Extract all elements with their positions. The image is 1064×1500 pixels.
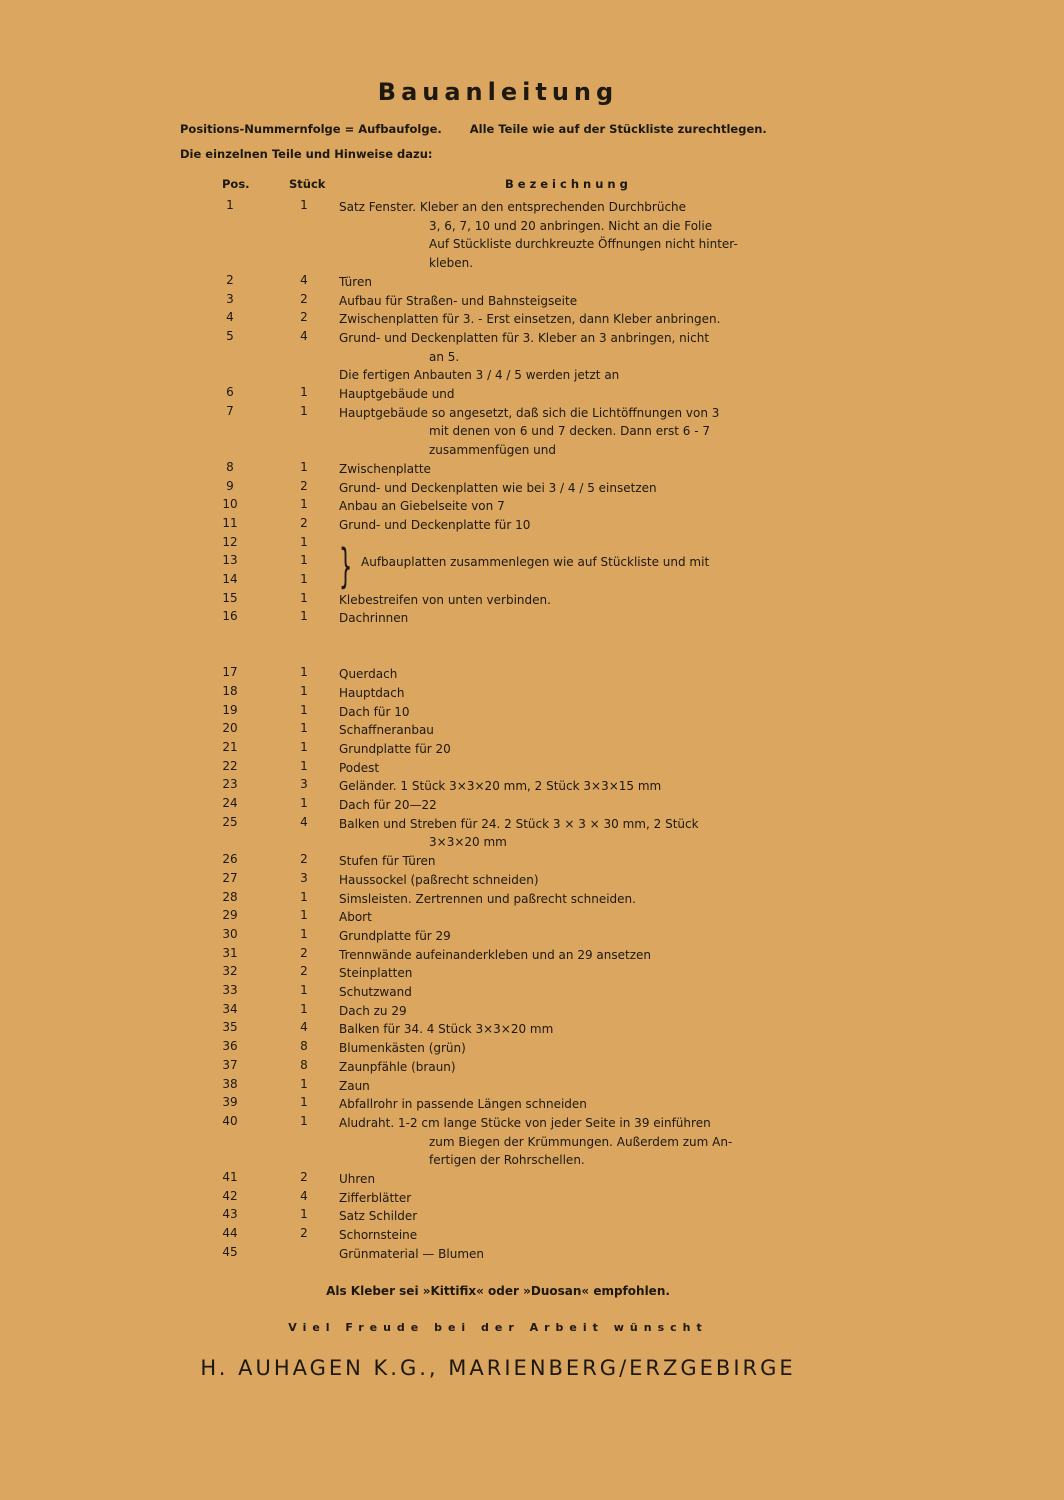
description-line: 3×3×20 mm	[429, 835, 507, 850]
row-quantity: 1	[300, 889, 308, 904]
row-pos: 14	[222, 572, 238, 586]
row-pos: 16	[222, 609, 238, 624]
row-pos: 3	[226, 291, 234, 306]
row-quantity: 1	[300, 459, 308, 474]
row-description	[339, 1189, 411, 1208]
row-description	[339, 815, 699, 852]
description-line: Stufen für Türen	[339, 854, 436, 869]
row-quantity: 1	[300, 609, 308, 624]
row-description	[339, 385, 455, 404]
row-pos: 44	[222, 1226, 238, 1241]
table-row	[0, 1095, 1064, 1114]
description-line: Zifferblätter	[339, 1190, 412, 1205]
description-line: Abfallrohr in passende Längen schneiden	[339, 1097, 587, 1112]
table-row	[0, 740, 1064, 759]
row-pos: 41	[222, 1170, 238, 1184]
row-quantity: 4	[300, 1188, 308, 1203]
description-line: 3, 6, 7, 10 und 20 anbringen. Nicht an die Folie	[429, 218, 713, 233]
row-pos: 34	[222, 1001, 238, 1016]
row-description	[339, 1077, 370, 1096]
table-row	[0, 329, 1064, 385]
table-row	[0, 721, 1064, 740]
row-description	[339, 777, 661, 796]
row-pos: 8	[226, 459, 234, 474]
description-line: Abort	[339, 910, 372, 925]
row-quantity: 2	[300, 852, 308, 867]
row-quantity: 2	[300, 478, 308, 493]
description-line: Türen	[339, 274, 372, 289]
description-line: Dach zu 29	[339, 1003, 407, 1018]
row-description	[339, 796, 437, 815]
row-description	[339, 329, 709, 385]
table-row	[0, 759, 1064, 778]
description-line: zum Biegen der Krümmungen. Außerdem zum An-	[429, 1134, 733, 1149]
row-quantity: 1	[300, 1095, 308, 1110]
description-line: Podest	[339, 760, 380, 775]
table-row	[0, 908, 1064, 927]
row-quantity: 1	[300, 758, 308, 773]
row-quantity: 1	[300, 796, 308, 810]
description-line: Dach für 20—22	[339, 798, 437, 812]
row-pos: 22	[222, 758, 238, 773]
row-pos: 43	[222, 1207, 238, 1222]
description-line: Satz Fenster. Kleber an den entsprechenden Durchbrüche	[339, 200, 687, 214]
row-description	[339, 890, 636, 909]
description-line: Aludraht. 1-2 cm lange Stücke von jeder Seite in 39 einführen	[339, 1115, 711, 1130]
row-pos: 37	[222, 1057, 238, 1072]
table-row	[0, 497, 1064, 516]
row-description	[339, 1020, 553, 1039]
row-pos: 32	[222, 964, 238, 979]
row-quantity: 4	[300, 1020, 308, 1035]
table-row	[0, 815, 1064, 852]
description-line: kleben.	[429, 256, 474, 271]
row-description	[339, 404, 719, 460]
row-pos: 11	[222, 515, 238, 530]
description-line: Blumenkästen (grün)	[339, 1041, 466, 1056]
row-quantity: 2	[300, 1170, 308, 1184]
description-line: Dach für 10	[339, 704, 410, 719]
glue-recommendation: Als Kleber sei »Kittifix« oder »Duosan« empfohlen.	[326, 1284, 670, 1298]
description-line: Uhren	[339, 1172, 376, 1186]
row-quantity: 1	[300, 198, 308, 212]
column-header-stueck: Stück	[289, 177, 326, 191]
table-row	[0, 665, 1064, 684]
row-quantity: 8	[300, 1057, 308, 1072]
row-quantity: 1	[300, 534, 308, 549]
row-description	[339, 871, 539, 890]
row-description	[339, 983, 412, 1002]
row-pos: 42	[222, 1188, 238, 1203]
row-pos: 6	[226, 385, 234, 399]
description-line: Hauptgebäude so angesetzt, daß sich die Lichtöffnungen von 3	[339, 405, 720, 420]
row-description	[339, 684, 404, 703]
row-quantity: 1	[300, 403, 308, 418]
row-quantity: 1	[300, 983, 308, 997]
description-line: an 5.	[429, 349, 460, 364]
row-pos: 19	[222, 702, 238, 717]
table-row	[0, 983, 1064, 1002]
table-row	[0, 292, 1064, 311]
row-quantity: 1	[300, 497, 308, 512]
description-line: Aufbauplatten zusammenlegen wie auf Stückliste und mit	[361, 555, 710, 570]
table-row	[0, 684, 1064, 703]
intro-prepare-note: Alle Teile wie auf der Stückliste zurechtlegen.	[469, 122, 767, 136]
table-row	[0, 1226, 1064, 1245]
description-continuation: Die fertigen Anbauten 3 / 4 / 5 werden jetzt an	[339, 368, 620, 383]
row-pos: 18	[222, 683, 238, 698]
table-row	[0, 964, 1064, 983]
row-pos: 35	[222, 1020, 238, 1035]
row-quantity: 1	[300, 702, 308, 717]
description-line: Zwischenplatte	[339, 461, 431, 476]
description-line: Grünmaterial — Blumen	[339, 1246, 485, 1261]
brace-icon: }	[339, 539, 353, 594]
row-description	[339, 740, 451, 759]
row-quantity: 4	[300, 272, 308, 287]
row-pos: 33	[222, 983, 238, 997]
description-line: zusammenfügen und	[429, 443, 556, 458]
row-quantity: 1	[300, 1113, 308, 1128]
row-description	[339, 479, 657, 498]
table-row	[0, 1114, 1064, 1170]
row-pos: 2	[226, 272, 234, 287]
row-pos: 26	[222, 852, 238, 867]
table-row	[0, 852, 1064, 871]
table-row	[0, 1207, 1064, 1226]
description-line: Balken und Streben für 24. 2 Stück 3 × 3 × 30 mm, 2 Stück	[339, 816, 699, 831]
table-row	[0, 890, 1064, 909]
row-quantity: 1	[300, 739, 308, 754]
row-description	[339, 609, 408, 628]
row-pos: 39	[222, 1095, 238, 1110]
row-quantity: 2	[300, 945, 308, 960]
row-quantity: 4	[300, 328, 308, 343]
table-row	[0, 703, 1064, 722]
row-description	[339, 1170, 375, 1189]
row-description	[339, 292, 577, 311]
row-quantity: 1	[300, 1001, 308, 1016]
row-pos: 9	[226, 478, 234, 493]
description-line: Schutzwand	[339, 985, 412, 999]
table-row	[0, 1077, 1064, 1096]
row-quantity: 2	[300, 291, 308, 306]
table-row	[0, 1020, 1064, 1039]
row-pos: 38	[222, 1076, 238, 1091]
row-pos: 23	[222, 777, 238, 792]
intro-line-2: Die einzelnen Teile und Hinweise dazu:	[180, 147, 433, 161]
row-pos: 30	[222, 926, 238, 941]
description-line: Grund- und Deckenplatte für 10	[339, 517, 531, 532]
row-description	[339, 460, 431, 479]
row-description	[339, 310, 720, 329]
row-description	[339, 908, 372, 927]
row-description	[339, 1245, 484, 1264]
row-pos: 15	[222, 590, 238, 605]
row-quantity: 1	[300, 385, 308, 399]
row-quantity: 1	[300, 1076, 308, 1091]
description-line: Anbau an Giebelseite von 7	[339, 499, 505, 514]
row-description	[339, 946, 651, 965]
row-quantity: 1	[300, 553, 308, 568]
row-quantity: 2	[300, 964, 308, 979]
row-quantity: 1	[300, 572, 308, 586]
row-quantity: 1	[300, 926, 308, 941]
row-description	[339, 497, 505, 516]
column-header-pos: Pos.	[222, 177, 250, 191]
table-row	[0, 479, 1064, 498]
row-description	[339, 964, 412, 983]
row-quantity: 2	[300, 515, 308, 530]
row-pos: 17	[222, 665, 238, 680]
table-row	[0, 516, 1064, 535]
description-line: Trennwände aufeinanderkleben und an 29 ansetzen	[339, 947, 651, 962]
row-description	[361, 553, 709, 572]
table-row	[0, 310, 1064, 329]
table-row	[0, 609, 1064, 628]
row-quantity: 2	[300, 310, 308, 325]
table-row	[0, 385, 1064, 404]
row-description	[339, 852, 435, 871]
table-row	[0, 777, 1064, 796]
description-line: Grund- und Deckenplatten wie bei 3 / 4 / 5 einsetzen	[339, 480, 657, 495]
row-quantity: 1	[300, 665, 308, 680]
table-row	[0, 796, 1064, 815]
row-quantity: 2	[300, 1226, 308, 1241]
description-line: Zaun	[339, 1078, 370, 1093]
description-line: Grundplatte für 29	[339, 928, 451, 943]
row-pos: 31	[222, 945, 238, 960]
row-pos: 5	[226, 328, 234, 343]
row-pos: 10	[222, 497, 238, 512]
row-description	[339, 273, 372, 292]
row-description	[339, 1114, 732, 1170]
row-pos: 20	[222, 721, 238, 736]
row-pos: 45	[222, 1244, 238, 1259]
table-row	[0, 946, 1064, 965]
row-quantity: 3	[300, 777, 308, 792]
row-pos: 27	[222, 870, 238, 885]
table-row	[0, 927, 1064, 946]
table-row	[0, 273, 1064, 292]
description-line: Haussockel (paßrecht schneiden)	[339, 872, 539, 887]
page-title: Bauanleitung	[377, 78, 619, 106]
description-line: Balken für 34. 4 Stück 3×3×20 mm	[339, 1022, 554, 1037]
row-description	[339, 759, 379, 778]
description-line: Zaunpfähle (braun)	[339, 1059, 456, 1074]
row-description	[339, 198, 738, 273]
table-row	[0, 198, 1064, 273]
row-pos: 13	[222, 553, 238, 568]
column-header-bezeichnung: Bezeichnung	[505, 177, 632, 191]
table-row	[0, 1058, 1064, 1077]
intro-line-1	[180, 122, 767, 136]
row-description	[339, 1058, 456, 1077]
row-pos: 1	[226, 198, 234, 212]
table-row	[0, 460, 1064, 479]
table-row	[0, 1189, 1064, 1208]
closing-wish: Viel Freude bei der Arbeit wünscht	[288, 1321, 708, 1334]
description-line: Querdach	[339, 667, 398, 682]
table-row	[0, 572, 1064, 591]
row-quantity: 1	[300, 1207, 308, 1222]
row-description	[339, 516, 530, 535]
row-description	[339, 721, 434, 740]
description-line: Auf Stückliste durchkreuzte Öffnungen nicht hinter-	[429, 237, 738, 252]
row-quantity: 1	[300, 590, 308, 605]
table-row	[0, 1170, 1064, 1189]
table-row	[0, 591, 1064, 610]
row-description	[339, 1207, 417, 1226]
row-quantity: 8	[300, 1039, 308, 1054]
row-description	[339, 1095, 587, 1114]
description-line: Simsleisten. Zertrennen und paßrecht schneiden.	[339, 891, 636, 906]
row-pos: 4	[226, 310, 234, 325]
table-row	[0, 535, 1064, 554]
description-line: Dachrinnen	[339, 611, 409, 626]
row-description	[339, 665, 397, 684]
row-pos: 40	[222, 1113, 238, 1128]
row-pos: 36	[222, 1039, 238, 1054]
description-line: Schornsteine	[339, 1228, 418, 1243]
description-line: fertigen der Rohrschellen.	[429, 1153, 585, 1168]
description-line: Grund- und Deckenplatten für 3. Kleber an 3 anbringen, nicht	[339, 330, 710, 345]
row-pos: 7	[226, 403, 234, 418]
row-quantity: 3	[300, 870, 308, 885]
description-line: Schaffneranbau	[339, 723, 434, 738]
description-line: Satz Schilder	[339, 1209, 418, 1224]
table-row	[0, 1002, 1064, 1021]
row-pos: 21	[222, 739, 238, 754]
row-quantity: 1	[300, 908, 308, 923]
description-line: mit denen von 6 und 7 decken. Dann erst 6 - 7	[429, 424, 711, 439]
description-line: Zwischenplatten für 3. - Erst einsetzen, dann Kleber anbringen.	[339, 312, 721, 327]
row-description	[339, 1039, 466, 1058]
row-pos: 24	[222, 796, 238, 810]
row-description	[339, 1226, 417, 1245]
row-quantity: 1	[300, 683, 308, 698]
intro-order-note: Positions-Nummernfolge = Aufbaufolge.	[180, 122, 442, 136]
table-row	[0, 871, 1064, 890]
description-line: Klebestreifen von unten verbinden.	[339, 592, 551, 607]
row-description	[339, 927, 451, 946]
row-quantity: 4	[300, 814, 308, 829]
description-line: Hauptdach	[339, 685, 405, 700]
table-row	[0, 1245, 1064, 1264]
row-pos: 12	[222, 534, 238, 549]
row-pos: 25	[222, 814, 238, 829]
row-description	[339, 1002, 407, 1021]
table-row	[0, 404, 1064, 460]
description-line: Steinplatten	[339, 966, 413, 981]
row-pos: 28	[222, 889, 238, 904]
description-line: Aufbau für Straßen- und Bahnsteigseite	[339, 293, 578, 308]
company-name: H. AUHAGEN K.G., MARIENBERG/ERZGEBIRGE	[200, 1356, 796, 1380]
table-row	[0, 1039, 1064, 1058]
row-description	[339, 591, 551, 610]
row-description	[339, 703, 409, 722]
description-line: Grundplatte für 20	[339, 741, 451, 756]
row-quantity: 1	[300, 721, 308, 736]
description-line: Hauptgebäude und	[339, 387, 455, 401]
description-line: Geländer. 1 Stück 3×3×20 mm, 2 Stück 3×3×15 mm	[339, 779, 662, 794]
row-pos: 29	[222, 908, 238, 923]
